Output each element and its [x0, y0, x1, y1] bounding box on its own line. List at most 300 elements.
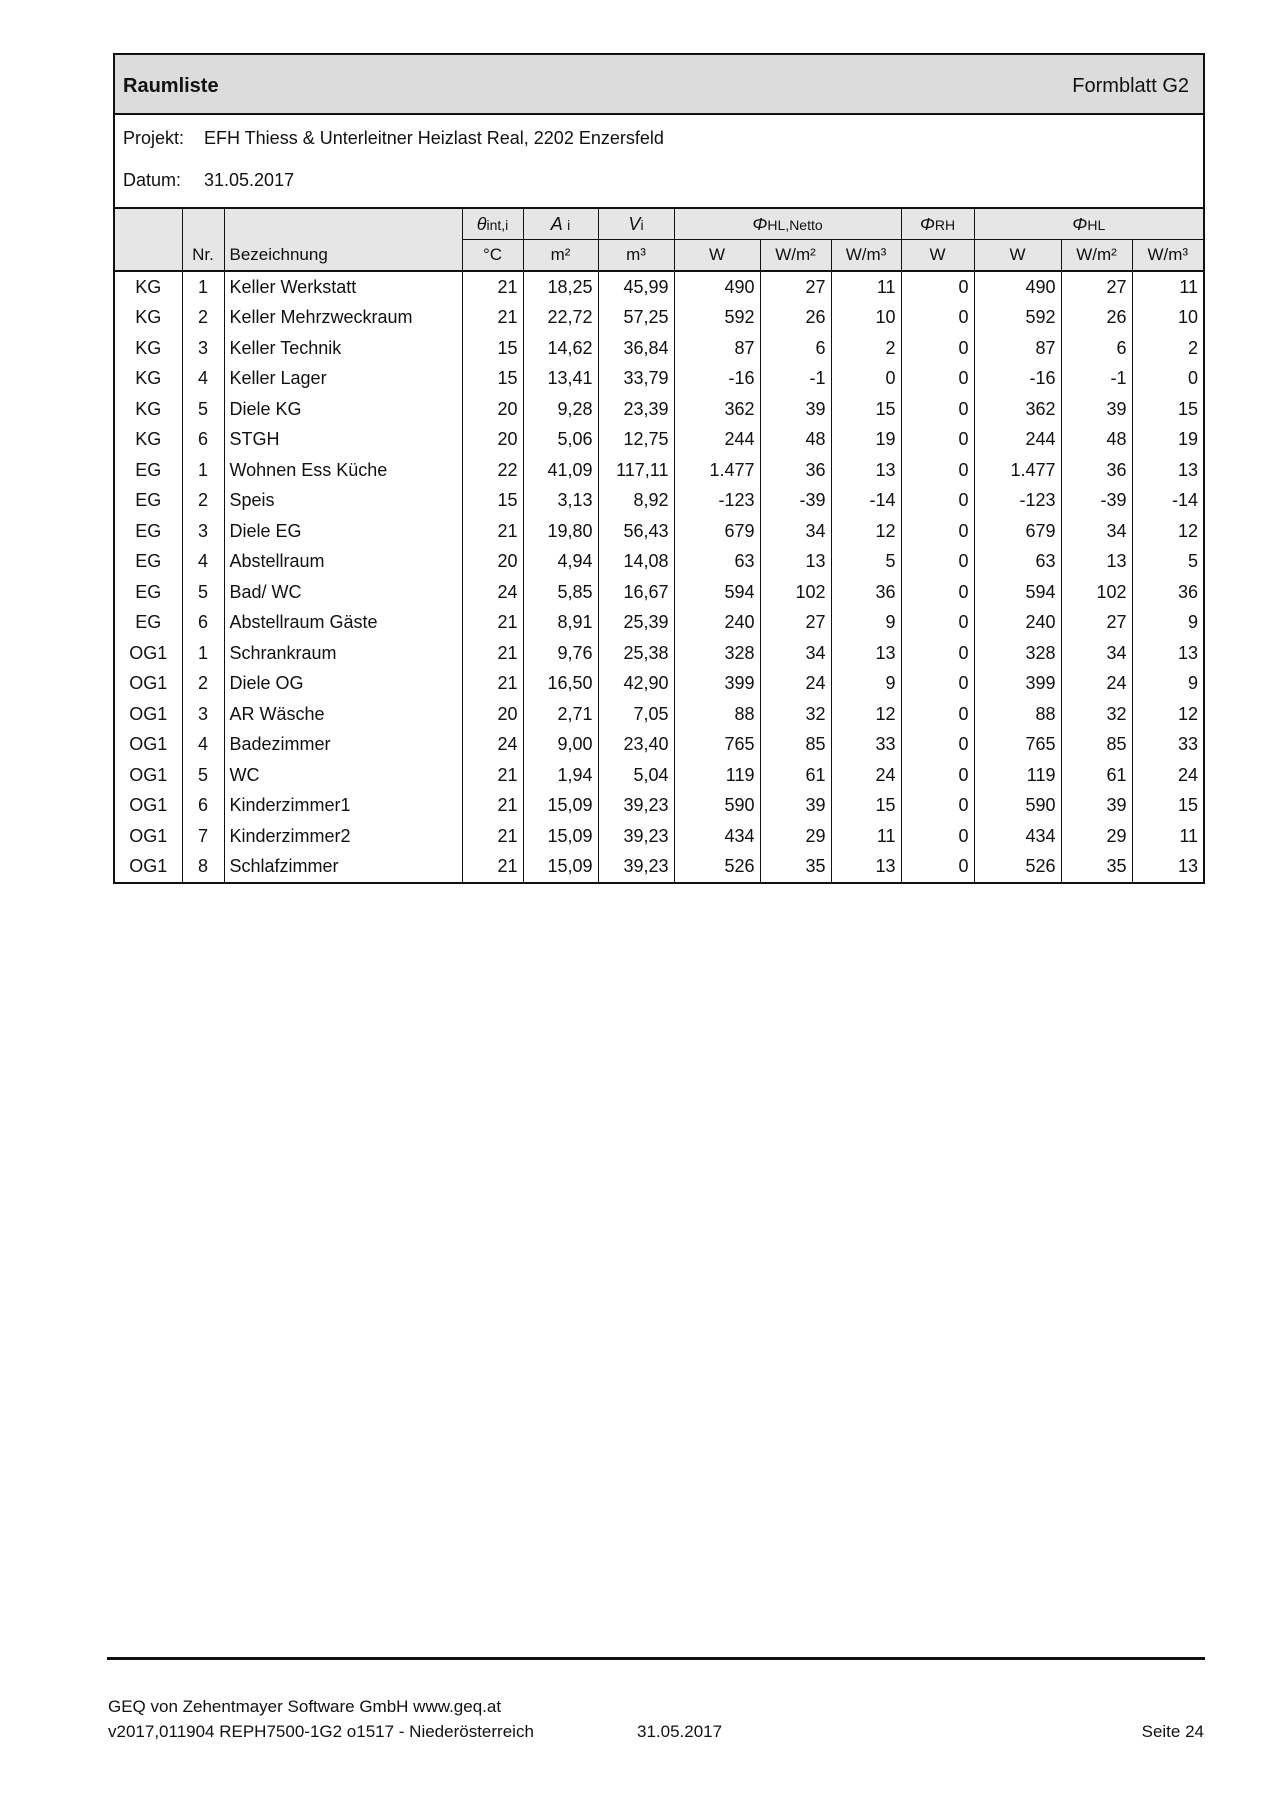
cell-floor: EG	[135, 459, 162, 480]
cell-volume: 56,43	[598, 516, 674, 547]
cell-name: STGH	[224, 425, 462, 456]
cell-netto-w: 765	[674, 730, 760, 761]
cell-volume: 39,23	[598, 791, 674, 822]
cell-floor: OG1	[129, 795, 168, 816]
cell-area: 14,62	[523, 333, 598, 364]
cell-theta: 21	[462, 760, 523, 791]
unit-netto-wm2: W/m²	[760, 240, 831, 272]
cell-theta: 21	[462, 821, 523, 852]
cell-hl-wm2: 34	[1061, 638, 1132, 669]
cell-hl-wm3: 10	[1132, 303, 1203, 334]
cell-name: Badezimmer	[224, 730, 462, 761]
cell-area: 3,13	[523, 486, 598, 517]
cell-netto-w: 679	[674, 516, 760, 547]
cell-hl-wm3: 19	[1132, 425, 1203, 456]
cell-netto-wm3: 13	[831, 455, 901, 486]
footer-company: GEQ von Zehentmayer Software GmbH www.geq.at	[108, 1697, 502, 1716]
table-row	[115, 271, 1203, 303]
cell-area: 9,76	[523, 638, 598, 669]
cell-volume: 12,75	[598, 425, 674, 456]
cell-nr: 3	[182, 516, 224, 547]
cell-name: Keller Werkstatt	[224, 271, 462, 303]
table-row	[115, 364, 1203, 395]
cell-netto-w: 88	[674, 699, 760, 730]
cell-area: 41,09	[523, 455, 598, 486]
header-bezeichnung: Bezeichnung	[224, 240, 462, 272]
cell-hl-wm2: 32	[1061, 699, 1132, 730]
cell-hl-w: -123	[974, 486, 1061, 517]
cell-hl-wm2: 85	[1061, 730, 1132, 761]
cell-theta: 21	[462, 271, 523, 303]
cell-nr: 2	[182, 486, 224, 517]
cell-volume: 14,08	[598, 547, 674, 578]
cell-floor: OG1	[129, 734, 168, 755]
cell-area: 15,09	[523, 852, 598, 883]
table-row	[115, 730, 1203, 761]
cell-volume: 117,11	[598, 455, 674, 486]
table-row	[115, 394, 1203, 425]
cell-area: 2,71	[523, 699, 598, 730]
cell-netto-wm2: -39	[760, 486, 831, 517]
cell-floor: EG	[135, 520, 162, 541]
cell-nr: 6	[182, 425, 224, 456]
cell-name: Keller Technik	[224, 333, 462, 364]
cell-floor: OG1	[129, 825, 168, 846]
cell-netto-wm3: 15	[831, 394, 901, 425]
cell-netto-w: -16	[674, 364, 760, 395]
header-phi-rh: ΦRH	[901, 209, 974, 240]
project-value: EFH Thiess & Unterleitner Heizlast Real, 2202 Enzersfeld	[204, 128, 664, 148]
table-row	[115, 455, 1203, 486]
cell-volume: 33,79	[598, 364, 674, 395]
cell-hl-wm2: 48	[1061, 425, 1132, 456]
cell-floor: KG	[135, 398, 162, 419]
cell-hl-wm3: 2	[1132, 333, 1203, 364]
cell-netto-wm2: 39	[760, 394, 831, 425]
cell-netto-wm2: 29	[760, 821, 831, 852]
header-floor-unit	[115, 240, 182, 272]
unit-theta: °C	[462, 240, 523, 272]
cell-name: Wohnen Ess Küche	[224, 455, 462, 486]
cell-area: 4,94	[523, 547, 598, 578]
cell-hl-wm2: 6	[1061, 333, 1132, 364]
cell-floor: OG1	[129, 703, 168, 724]
cell-netto-wm3: 5	[831, 547, 901, 578]
cell-area: 19,80	[523, 516, 598, 547]
cell-hl-wm3: 13	[1132, 455, 1203, 486]
cell-netto-w: -123	[674, 486, 760, 517]
cell-netto-wm2: 13	[760, 547, 831, 578]
cell-area: 15,09	[523, 821, 598, 852]
form-header	[115, 55, 1203, 115]
cell-netto-wm3: 33	[831, 730, 901, 761]
cell-rh-w: 0	[901, 608, 974, 639]
cell-hl-w: 88	[974, 699, 1061, 730]
table-row	[115, 669, 1203, 700]
room-table-body	[115, 271, 1203, 882]
cell-volume: 8,92	[598, 486, 674, 517]
header-nr-top	[182, 209, 224, 240]
cell-netto-w: 1.477	[674, 455, 760, 486]
cell-name: Kinderzimmer1	[224, 791, 462, 822]
cell-netto-wm2: 6	[760, 333, 831, 364]
cell-hl-wm3: 11	[1132, 271, 1203, 303]
footer-version: v2017,011904 REPH7500-1G2 o1517 - Niederösterreich	[108, 1722, 534, 1741]
cell-theta: 21	[462, 303, 523, 334]
cell-floor: OG1	[129, 764, 168, 785]
cell-hl-w: 399	[974, 669, 1061, 700]
cell-netto-w: 590	[674, 791, 760, 822]
cell-nr: 6	[182, 791, 224, 822]
table-row	[115, 791, 1203, 822]
cell-netto-wm3: 13	[831, 852, 901, 883]
cell-area: 16,50	[523, 669, 598, 700]
cell-netto-wm2: -1	[760, 364, 831, 395]
cell-volume: 16,67	[598, 577, 674, 608]
cell-area: 9,28	[523, 394, 598, 425]
cell-area: 13,41	[523, 364, 598, 395]
cell-rh-w: 0	[901, 486, 974, 517]
unit-hl-wm2: W/m²	[1061, 240, 1132, 272]
cell-volume: 39,23	[598, 821, 674, 852]
cell-netto-wm3: 11	[831, 271, 901, 303]
cell-hl-wm3: 15	[1132, 394, 1203, 425]
cell-nr: 8	[182, 852, 224, 883]
unit-rh-w: W	[901, 240, 974, 272]
cell-hl-wm2: 61	[1061, 760, 1132, 791]
header-volume: Vi	[598, 209, 674, 240]
cell-volume: 23,39	[598, 394, 674, 425]
cell-netto-wm3: 9	[831, 608, 901, 639]
cell-floor: OG1	[129, 856, 168, 877]
cell-netto-w: 240	[674, 608, 760, 639]
cell-nr: 5	[182, 577, 224, 608]
cell-hl-wm3: 13	[1132, 638, 1203, 669]
cell-nr: 6	[182, 608, 224, 639]
cell-name: Kinderzimmer2	[224, 821, 462, 852]
cell-theta: 15	[462, 364, 523, 395]
cell-netto-wm3: 12	[831, 699, 901, 730]
cell-theta: 22	[462, 455, 523, 486]
cell-area: 8,91	[523, 608, 598, 639]
room-table	[115, 209, 1203, 882]
cell-nr: 1	[182, 455, 224, 486]
cell-netto-w: 328	[674, 638, 760, 669]
cell-volume: 25,38	[598, 638, 674, 669]
project-info	[115, 115, 1203, 209]
cell-hl-w: -16	[974, 364, 1061, 395]
cell-volume: 45,99	[598, 271, 674, 303]
cell-name: Keller Mehrzweckraum	[224, 303, 462, 334]
cell-netto-wm2: 34	[760, 638, 831, 669]
cell-netto-wm3: 36	[831, 577, 901, 608]
cell-hl-w: 362	[974, 394, 1061, 425]
cell-hl-wm2: 26	[1061, 303, 1132, 334]
cell-rh-w: 0	[901, 425, 974, 456]
cell-hl-w: 594	[974, 577, 1061, 608]
cell-theta: 20	[462, 547, 523, 578]
cell-rh-w: 0	[901, 364, 974, 395]
cell-netto-w: 119	[674, 760, 760, 791]
cell-area: 5,85	[523, 577, 598, 608]
cell-hl-w: 244	[974, 425, 1061, 456]
cell-hl-wm2: -1	[1061, 364, 1132, 395]
cell-hl-w: 526	[974, 852, 1061, 883]
table-row	[115, 699, 1203, 730]
cell-floor: OG1	[129, 673, 168, 694]
cell-hl-wm2: 27	[1061, 608, 1132, 639]
cell-volume: 23,40	[598, 730, 674, 761]
cell-name: Keller Lager	[224, 364, 462, 395]
form-code: Formblatt G2	[1072, 75, 1189, 97]
cell-name: Schrankraum	[224, 638, 462, 669]
cell-name: Abstellraum Gäste	[224, 608, 462, 639]
date-row	[123, 170, 294, 191]
cell-netto-wm3: 2	[831, 333, 901, 364]
cell-hl-wm2: 24	[1061, 669, 1132, 700]
cell-rh-w: 0	[901, 271, 974, 303]
table-row	[115, 425, 1203, 456]
cell-volume: 7,05	[598, 699, 674, 730]
unit-volume: m³	[598, 240, 674, 272]
cell-floor: OG1	[129, 642, 168, 663]
cell-hl-wm3: 11	[1132, 821, 1203, 852]
cell-netto-w: 434	[674, 821, 760, 852]
cell-name: Schlafzimmer	[224, 852, 462, 883]
cell-nr: 1	[182, 271, 224, 303]
table-row	[115, 638, 1203, 669]
cell-netto-w: 362	[674, 394, 760, 425]
cell-netto-wm3: -14	[831, 486, 901, 517]
unit-netto-wm3: W/m³	[831, 240, 901, 272]
cell-hl-w: 1.477	[974, 455, 1061, 486]
cell-volume: 25,39	[598, 608, 674, 639]
cell-netto-w: 244	[674, 425, 760, 456]
cell-hl-w: 119	[974, 760, 1061, 791]
cell-netto-wm2: 85	[760, 730, 831, 761]
cell-rh-w: 0	[901, 852, 974, 883]
header-phi-hl-netto: ΦHL,Netto	[674, 209, 901, 240]
cell-hl-w: 63	[974, 547, 1061, 578]
cell-nr: 4	[182, 730, 224, 761]
cell-netto-wm3: 0	[831, 364, 901, 395]
cell-netto-wm2: 27	[760, 608, 831, 639]
cell-volume: 36,84	[598, 333, 674, 364]
cell-hl-wm2: 36	[1061, 455, 1132, 486]
cell-hl-w: 590	[974, 791, 1061, 822]
cell-area: 5,06	[523, 425, 598, 456]
table-row	[115, 303, 1203, 334]
cell-volume: 57,25	[598, 303, 674, 334]
cell-hl-w: 765	[974, 730, 1061, 761]
header-theta: θint,i	[462, 209, 523, 240]
cell-area: 1,94	[523, 760, 598, 791]
cell-nr: 1	[182, 638, 224, 669]
cell-name: Diele EG	[224, 516, 462, 547]
cell-hl-wm3: 9	[1132, 669, 1203, 700]
cell-netto-w: 526	[674, 852, 760, 883]
cell-theta: 20	[462, 425, 523, 456]
cell-area: 15,09	[523, 791, 598, 822]
footer-date: 31.05.2017	[637, 1722, 723, 1741]
cell-rh-w: 0	[901, 516, 974, 547]
cell-netto-wm2: 26	[760, 303, 831, 334]
cell-volume: 5,04	[598, 760, 674, 791]
table-row	[115, 516, 1203, 547]
cell-floor: KG	[135, 429, 162, 450]
cell-rh-w: 0	[901, 821, 974, 852]
cell-name: Bad/ WC	[224, 577, 462, 608]
cell-hl-wm2: 34	[1061, 516, 1132, 547]
header-area: A i	[523, 209, 598, 240]
date-value: 31.05.2017	[204, 170, 295, 190]
cell-floor: EG	[135, 581, 162, 602]
cell-volume: 39,23	[598, 852, 674, 883]
cell-hl-wm3: -14	[1132, 486, 1203, 517]
cell-nr: 7	[182, 821, 224, 852]
cell-floor: EG	[135, 490, 162, 511]
table-row	[115, 577, 1203, 608]
cell-hl-wm3: 24	[1132, 760, 1203, 791]
cell-hl-wm3: 0	[1132, 364, 1203, 395]
cell-theta: 24	[462, 730, 523, 761]
cell-netto-wm2: 27	[760, 271, 831, 303]
cell-rh-w: 0	[901, 455, 974, 486]
cell-netto-wm2: 36	[760, 455, 831, 486]
cell-netto-wm3: 13	[831, 638, 901, 669]
cell-netto-wm2: 32	[760, 699, 831, 730]
cell-netto-wm2: 34	[760, 516, 831, 547]
cell-rh-w: 0	[901, 333, 974, 364]
header-nr: Nr.	[182, 240, 224, 272]
cell-floor: EG	[135, 551, 162, 572]
cell-floor: KG	[135, 307, 162, 328]
cell-name: Abstellraum	[224, 547, 462, 578]
cell-theta: 21	[462, 669, 523, 700]
cell-theta: 15	[462, 333, 523, 364]
cell-hl-wm2: -39	[1061, 486, 1132, 517]
cell-netto-wm3: 11	[831, 821, 901, 852]
cell-hl-w: 434	[974, 821, 1061, 852]
cell-rh-w: 0	[901, 760, 974, 791]
cell-hl-wm2: 29	[1061, 821, 1132, 852]
table-row	[115, 608, 1203, 639]
cell-theta: 20	[462, 699, 523, 730]
cell-hl-wm3: 5	[1132, 547, 1203, 578]
cell-hl-wm2: 35	[1061, 852, 1132, 883]
cell-name: Speis	[224, 486, 462, 517]
cell-netto-wm2: 39	[760, 791, 831, 822]
cell-volume: 42,90	[598, 669, 674, 700]
cell-floor: KG	[135, 337, 162, 358]
cell-netto-w: 592	[674, 303, 760, 334]
cell-hl-wm2: 27	[1061, 271, 1132, 303]
cell-netto-wm3: 15	[831, 791, 901, 822]
cell-rh-w: 0	[901, 394, 974, 425]
cell-rh-w: 0	[901, 638, 974, 669]
footer-divider	[107, 1657, 1205, 1660]
unit-hl-w: W	[974, 240, 1061, 272]
cell-rh-w: 0	[901, 730, 974, 761]
cell-netto-wm2: 102	[760, 577, 831, 608]
cell-nr: 4	[182, 364, 224, 395]
cell-netto-wm3: 19	[831, 425, 901, 456]
cell-hl-wm2: 102	[1061, 577, 1132, 608]
cell-netto-wm2: 48	[760, 425, 831, 456]
project-label: Projekt:	[123, 128, 185, 148]
cell-nr: 4	[182, 547, 224, 578]
cell-hl-wm3: 36	[1132, 577, 1203, 608]
room-list-form	[113, 53, 1205, 884]
cell-rh-w: 0	[901, 699, 974, 730]
cell-hl-w: 490	[974, 271, 1061, 303]
cell-netto-wm3: 24	[831, 760, 901, 791]
project-row	[123, 128, 664, 149]
cell-name: WC	[224, 760, 462, 791]
cell-nr: 5	[182, 394, 224, 425]
cell-theta: 20	[462, 394, 523, 425]
cell-theta: 21	[462, 852, 523, 883]
table-row	[115, 486, 1203, 517]
cell-floor: KG	[135, 368, 162, 389]
cell-hl-wm3: 12	[1132, 516, 1203, 547]
date-label: Datum:	[123, 170, 182, 190]
cell-nr: 2	[182, 669, 224, 700]
cell-netto-wm2: 24	[760, 669, 831, 700]
cell-netto-wm3: 12	[831, 516, 901, 547]
cell-hl-wm3: 13	[1132, 852, 1203, 883]
cell-area: 9,00	[523, 730, 598, 761]
cell-name: AR Wäsche	[224, 699, 462, 730]
cell-nr: 5	[182, 760, 224, 791]
cell-netto-w: 87	[674, 333, 760, 364]
header-row-symbols	[115, 209, 1203, 240]
cell-area: 22,72	[523, 303, 598, 334]
cell-nr: 3	[182, 333, 224, 364]
unit-area: m²	[523, 240, 598, 272]
cell-theta: 21	[462, 638, 523, 669]
cell-area: 18,25	[523, 271, 598, 303]
cell-theta: 24	[462, 577, 523, 608]
table-row	[115, 547, 1203, 578]
cell-hl-wm2: 39	[1061, 394, 1132, 425]
cell-rh-w: 0	[901, 669, 974, 700]
cell-hl-wm3: 15	[1132, 791, 1203, 822]
cell-hl-w: 592	[974, 303, 1061, 334]
cell-netto-wm3: 10	[831, 303, 901, 334]
cell-hl-w: 87	[974, 333, 1061, 364]
table-row	[115, 821, 1203, 852]
cell-netto-w: 399	[674, 669, 760, 700]
cell-netto-wm2: 61	[760, 760, 831, 791]
cell-theta: 21	[462, 791, 523, 822]
header-name-top	[224, 209, 462, 240]
cell-floor: KG	[135, 276, 162, 297]
unit-hl-wm3: W/m³	[1132, 240, 1203, 272]
cell-floor: EG	[135, 612, 162, 633]
cell-theta: 21	[462, 516, 523, 547]
table-row	[115, 760, 1203, 791]
header-row-units	[115, 240, 1203, 272]
form-title: Raumliste	[123, 75, 219, 97]
cell-netto-wm3: 9	[831, 669, 901, 700]
cell-hl-wm2: 39	[1061, 791, 1132, 822]
cell-hl-w: 240	[974, 608, 1061, 639]
cell-netto-w: 63	[674, 547, 760, 578]
cell-theta: 15	[462, 486, 523, 517]
cell-hl-wm3: 33	[1132, 730, 1203, 761]
cell-hl-w: 679	[974, 516, 1061, 547]
